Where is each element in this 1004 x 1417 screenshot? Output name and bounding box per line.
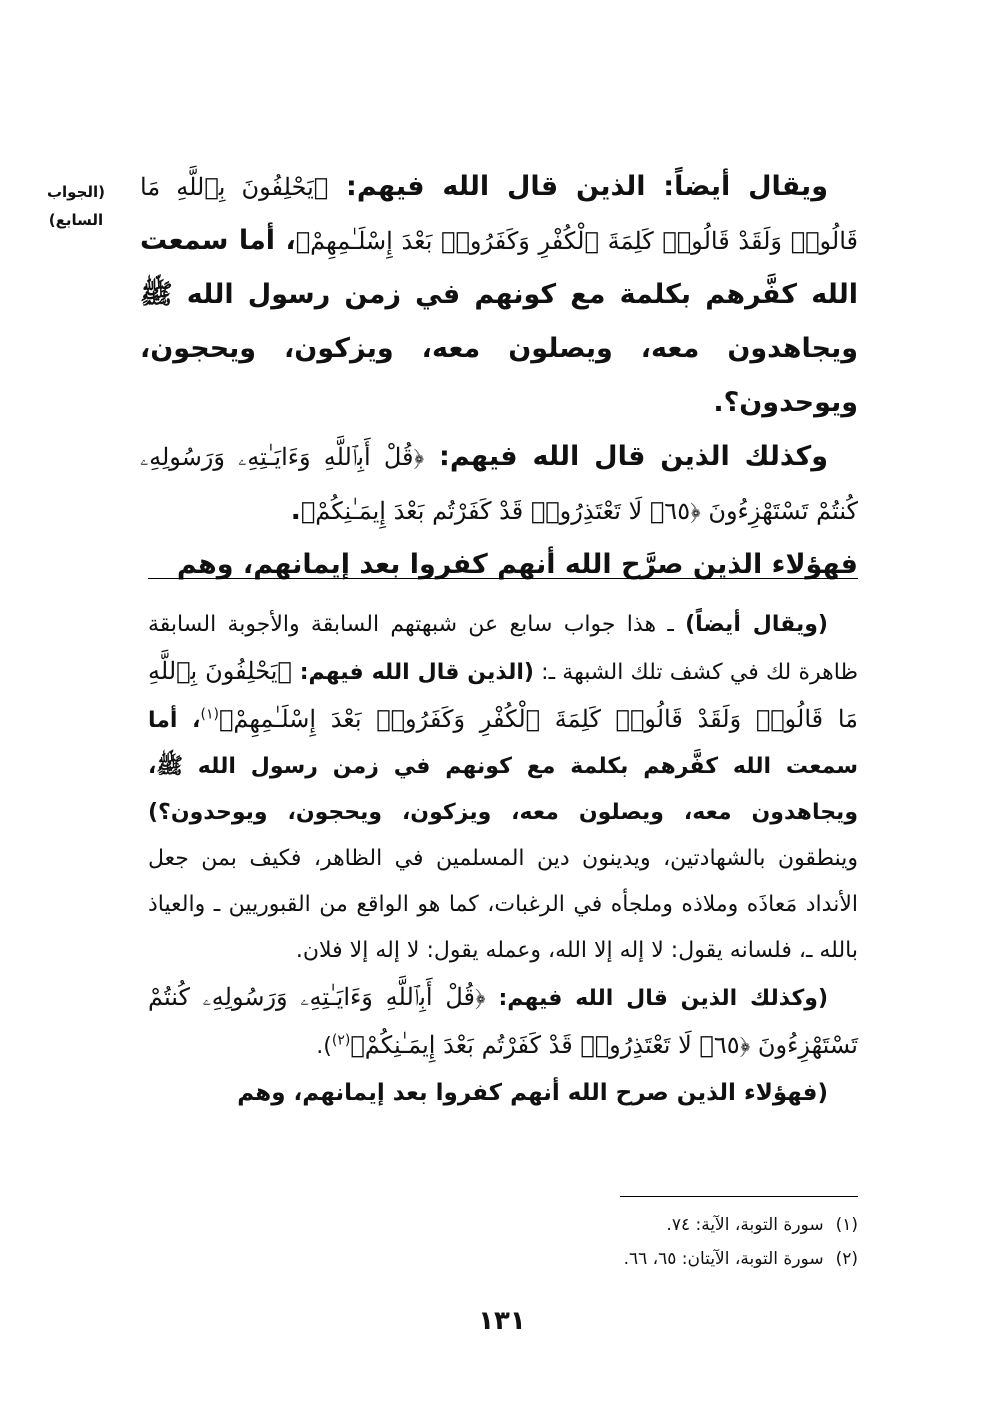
commentary-c3-bold: (فهؤلاء الذين صرح الله أنهم كفروا بعد إيمانهم، وهم (237, 1080, 828, 1106)
footnote-divider (620, 1196, 858, 1197)
quran-verse-tawbah-74: ﴿يَحْلِفُونَ بِٱللَّهِ مَا قَالُوا۟ وَلَقَدْ قَالُوا۟ كَلِمَةَ ٱلْكُفْرِ وَكَفَرُوا۟ بَعْدَ إِسْلَـٰمِهِمْ﴾ (140, 173, 858, 255)
main-p1-intro: ويقال أيضاً: الذين قال الله فيهم: (328, 171, 828, 202)
footnote-1-text: سورة التوبة، الآية: ٧٤. (666, 1215, 824, 1235)
footnote-ref-1: (١) (200, 706, 219, 723)
commentary-quran-verse-1: ﴿يَحْلِفُونَ بِٱللَّهِ مَا قَالُوا۟ وَلَقَدْ قَالُوا۟ كَلِمَةَ ٱلْكُفْرِ وَكَفَرُوا۟ بَعْدَ إِسْلَـٰمِهِمْ﴾ (148, 657, 858, 733)
margin-note-line1: (الجواب (46, 183, 106, 201)
commentary-c1-tail: وينطقون بالشهادتين، ويدينون دين المسلمين في الظاهر، فكيف بمن جعل الأنداد مَعاذَه وملاذه وملجأه في الرغبات، كما هو الواقع من القبوريين ـ والعياذ بالله ـ، فلسانه يقول: لا إله إلا الله، وعمله يقول: لا إله إلا فلان. (148, 846, 858, 963)
footnotes (148, 1208, 858, 1276)
main-paragraph-2 (140, 430, 858, 538)
commentary-c1-text: ـ هذا جواب سابع عن شبهتهم السابقة والأجوبة السابقة ظاهرة لك في كشف تلك الشبهة ـ: (148, 612, 858, 685)
commentary-c1-bold2: (الذين قال الله فيهم: (291, 660, 534, 685)
commentary-c1-bold: (ويقال أيضاً) (685, 612, 828, 637)
main-p1-rest: ، أما سمعت الله كفَّرهم بكلمة مع كونهم في زمن رسول الله ﷺ ويجاهدون معه، ويصلون معه، ويزكون، ويحجون، ويوحدون؟. (140, 225, 858, 418)
footnote-ref-2: (٢) (331, 1032, 351, 1049)
footnote-2-number: (٢) (835, 1249, 858, 1269)
section-divider (148, 578, 858, 579)
main-paragraph-3: فهؤلاء الذين صرَّح الله أنهم كفروا بعد إيمانهم، وهم (176, 549, 858, 580)
page-number: ١٣١ (478, 1306, 526, 1336)
main-paragraph-1 (140, 160, 858, 430)
commentary-c2-end: ). (316, 1034, 332, 1059)
quran-verse-tawbah-65-66: ﴿قُلْ أَبِٱللَّهِ وَءَايَـٰتِهِۦ وَرَسُولِهِۦ كُنتُمْ تَسْتَهْزِءُونَ ﴿٦٥﴾ لَا تَعْتَذِرُوا۟ قَدْ كَفَرْتُم بَعْدَ إِيمَـٰنِكُمْ﴾ (140, 443, 858, 525)
commentary-c1-bold3: ، أما سمعت الله كفَّرهم بكلمة مع كونهم في زمن رسول الله ﷺ، ويجاهدون معه، ويصلون معه، ويزكون، ويحجون، ويوحدون؟) (148, 708, 858, 825)
commentary-paragraph-1 (148, 602, 858, 974)
margin-note (26, 178, 126, 234)
commentary-c2-bold: (وكذلك الذين قال الله فيهم: (485, 986, 828, 1011)
main-p2-end: . (290, 495, 301, 526)
footnote-1 (148, 1208, 858, 1242)
commentary (148, 602, 858, 1116)
main-p2-intro: وكذلك الذين قال الله فيهم: (424, 441, 829, 472)
margin-note-line2: السابع) (48, 211, 104, 229)
footnote-1-number: (١) (835, 1215, 858, 1235)
commentary-paragraph-2 (148, 974, 858, 1070)
commentary-paragraph-3 (148, 1070, 858, 1116)
commentary-quran-verse-2: ﴿قُلْ أَبِٱللَّهِ وَءَايَـٰتِهِۦ وَرَسُولِهِۦ كُنتُمْ تَسْتَهْزِءُونَ ﴿٦٥﴾ لَا تَعْتَذِرُوا۟ قَدْ كَفَرْتُم بَعْدَ إِيمَـٰنِكُمْ﴾ (148, 983, 858, 1059)
main-text (140, 160, 858, 592)
footnote-2-text: سورة التوبة، الآيتان: ٦٥، ٦٦. (623, 1249, 824, 1269)
footnote-2 (148, 1242, 858, 1276)
